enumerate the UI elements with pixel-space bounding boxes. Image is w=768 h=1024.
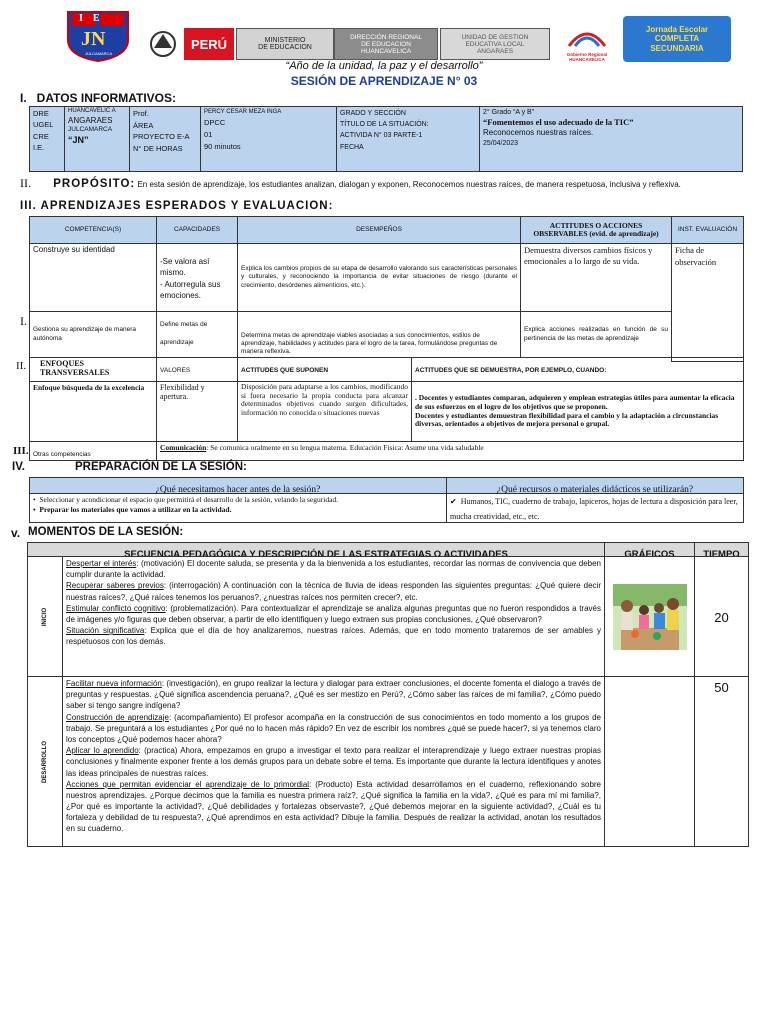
label-actividad: ACTIVIDA N° 03 PARTE-1	[340, 132, 423, 140]
jec-logo	[623, 16, 731, 62]
enfoque-name-text: Enfoque búsqueda de la excelencia	[33, 383, 145, 392]
th-secuencia-label: SECUENCIA PEDAGÓGICA Y DESCRIPCIÓN DE LAS ESTRATEGIAS O ACTIVIDADES	[124, 549, 508, 557]
r2-capacidades	[156, 311, 238, 358]
prep-q2	[446, 477, 744, 494]
peru-logo	[184, 28, 234, 60]
enfoque-demuestra-text: . Docentes y estudiantes comparan, adquieren y emplean estrategias útiles para aumentar la eficacia de sus esfuerzos en el logro de los objetivos que se proponen. Docentes y estudiantes demuestran flexibilidad para el cambio y la adaptación a circunstancias diversas, orientados a objetivos de mejora personal o grupal.	[415, 393, 735, 429]
desarrollo-content	[62, 676, 605, 847]
enfoques-supone-text: ACTITUDES QUE SUPONEN	[241, 367, 329, 374]
prep-q2-text: ¿Qué recursos o materiales didácticos se utilizarán?	[496, 485, 694, 494]
th-capacidades-label: CAPACIDADES	[173, 225, 221, 233]
check-icon: ✔	[450, 497, 461, 506]
otras-rest: : Se comunica oralmente en su lengua materna. Educación Física: Asume una vida saludable	[206, 443, 484, 452]
th-instrumento-label: INST. EVALUACIÓN	[677, 225, 738, 233]
r1-desempenos-text: Explica los cambios propios de su etapa de desarrollo valorando sus características personales y culturales, y reconociendo la importancia de evitar situaciones de riesgo (durante el crecimiento, desórdenes alimenticios, etc.).	[241, 265, 517, 289]
prep-q1-text: ¿Qué necesitamos hacer antes de la sesión?	[155, 485, 321, 494]
desarrollo-p2-text: : (acompañamiento) El profesor acompaña en la construcción de sus conocimientos en todo momento a los grupos de trabajo. Se preguntará a los estudiantes ¿Por qué no lo hacen más rápido? En vez de escribir los nombres ¿qué se puede hacer?, si ya tenemos claro los conceptos ¿Qué podemos hacer ahora?	[66, 712, 601, 744]
label-grado: GRADO Y SECCIÓN	[340, 110, 406, 117]
section2-num: II.	[20, 176, 31, 190]
r1-instrumento	[671, 243, 744, 362]
label-prof: Prof.	[133, 109, 149, 118]
desarrollo-label: DESARROLLO	[42, 740, 48, 783]
th-graficos-label: GRÁFICOS	[624, 549, 675, 557]
enfoque-name	[29, 381, 157, 442]
desarrollo-p2-title: Construcción de aprendizaje	[66, 712, 169, 722]
desarrollo-p3	[66, 745, 601, 779]
enfoque-demuestra	[411, 381, 744, 442]
page-title: SESIÓN DE APRENDIZAJE N° 03	[290, 74, 478, 88]
label-ugel: UGEL	[33, 120, 54, 130]
th-actitudes-label: ACTITUDES O ACCIONES OBSERVABLES (evid. de aprendizaje)	[533, 220, 659, 238]
datos-col4	[200, 106, 337, 172]
otras-label-text: Otras competencias	[33, 451, 91, 458]
value-ugel: ANGARAES	[68, 115, 113, 125]
label-titulo: TÍTULO DE LA SITUACIÓN:	[340, 121, 429, 129]
minedu-logo	[236, 28, 334, 60]
r1-capacidades-text: -Se valora así mismo. - Autorregula sus emociones.	[160, 257, 221, 300]
value-proyecto: 01	[204, 129, 213, 139]
section4-heading: PREPARACIÓN DE LA SESIÓN:	[75, 461, 247, 473]
minedu-logo-text: MINISTERIO DE EDUCACION	[258, 37, 312, 51]
inicio-p2	[66, 580, 601, 602]
inicio-p3	[66, 603, 601, 625]
value-ie: “JN”	[68, 134, 89, 145]
enfoques-label-text: ENFOQUES TRANSVERSALES	[40, 359, 110, 377]
enfoque-valor	[156, 381, 238, 442]
section2-text: En esta sesión de aprendizaje, los estudiantes analizan, dialogan y exponen, Reconocemos nuestras raíces, de manera respetuosa, inclusiva y reflexiva.	[137, 180, 681, 189]
r2-actitud-text: Explica acciones realizadas en función de su pertinencia de las metas de aprendizaje	[524, 326, 668, 342]
r1-actitud-text: Demuestra diversos cambios físicos y emocionales a lo largo de su vida.	[524, 245, 653, 267]
prep-resources	[446, 493, 744, 523]
prep-q1	[29, 477, 447, 494]
inicio-label-cell	[27, 556, 63, 677]
proposito-block	[20, 175, 744, 193]
r2-desempenos-text: Determina metas de aprendizaje viables asociadas a sus conocimientos, estilos de aprendizaje, habilidades y actitudes para el logro de la tarea, formulándose preguntas de manera reflexiva.	[241, 331, 498, 355]
ugel-logo	[440, 28, 550, 60]
prep-item-1: • Seleccionar y acondicionar el espacio que permitirá el desarrollo de la sesión, velando la seguridad.	[33, 495, 339, 504]
inicio-p3-text: : (problematización). Para contextualizar el aprendizaje se analiza algunas preguntas que no fueron respondidos a través de imágenes y/o figuras que deben observar, a partir de ello identifiquen y luego extraen sus propias conclusiones, ¿Qué observaron?	[66, 603, 601, 624]
otras-text	[156, 441, 744, 461]
enfoques-demuestra-text: ACTITUDES QUE SE DEMUESTRA, POR EJEMPLO, CUANDO:	[415, 367, 607, 374]
th-desempenos	[237, 216, 521, 244]
desarrollo-graphic-cell	[604, 676, 695, 847]
desarrollo-p1	[66, 678, 601, 712]
value-titulo: “Fomentemos el uso adecuado de la TIC”	[483, 117, 634, 128]
th-competencia	[29, 216, 157, 244]
enfoques-valores-header	[156, 357, 238, 382]
section5-heading: MOMENTOS DE LA SESIÓN:	[28, 526, 184, 538]
th-instrumento	[671, 216, 744, 244]
enfoques-label	[29, 357, 157, 382]
gobierno-regional-text: Gobierno Regional HUANCAVELICA	[566, 52, 608, 62]
th-tiempo	[694, 542, 749, 557]
desarrollo-time-cell	[694, 676, 749, 847]
th-secuencia	[27, 542, 605, 557]
section1-heading: I. DATOS INFORMATIVOS:	[20, 91, 176, 105]
value-fecha: 25/04/2023	[483, 139, 519, 147]
desarrollo-p2	[66, 712, 601, 746]
gobierno-regional-logo	[555, 26, 619, 62]
r1-instrumento-text: Ficha de observación	[675, 245, 717, 267]
section3-heading: III. APRENDIZAJES ESPERADOS Y EVALUACION:	[20, 200, 334, 212]
r1-capacidades	[156, 243, 238, 312]
inicio-p3-title: Estimular conflicto cognitivo	[66, 603, 166, 613]
year-motto: “Año de la unidad, la paz y el desarrollo”	[285, 60, 483, 72]
enfoques-demuestra-header	[411, 357, 744, 382]
datos-col6	[479, 106, 743, 172]
otras-num: III.	[13, 445, 29, 457]
r1-competencia-text: Construye su identidad	[33, 245, 115, 254]
desarrollo-p3-text: : (practica) Ahora, empezamos en grupo a investigar el texto para realizar el interaprendizaje y luego extraer nuestras propias conclusiones y finalmente exponer frente a los demás grupos para un debate sobre el tema. Es importante que durante la lectura identifiques y anotes las ideas principales de nuestras raíces.	[66, 746, 601, 778]
r1-competencia	[29, 243, 157, 312]
datos-col3	[129, 106, 201, 172]
enfoque-supone-text: Disposición para adaptarse a los cambios, modificando si fuera necesario la propia conducta para alcanzar determinados objetivos cuando surgen dificultades, información no conocida o situaciones nuevas	[241, 382, 408, 417]
r1-actitud	[520, 243, 672, 312]
value-grado: 2° Grado “A y B”	[483, 109, 535, 116]
section2-heading: PROPÓSITO:	[53, 178, 136, 190]
r2-competencia-text: Gestiona su aprendizaje de manera autónoma	[33, 326, 136, 342]
inicio-p2-title: Recuperar saberes previos	[66, 581, 164, 591]
r1-desempenos	[237, 243, 521, 312]
school-shield-logo	[66, 10, 130, 62]
value-horas: 90 minutos	[204, 141, 241, 151]
jec-logo-text: Jornada Escolar COMPLETA SECUNDARIA	[645, 25, 709, 53]
inicio-p2-text: : (interrogación) A continuación con la técnica de lluvia de ideas responden las siguientes preguntas: ¿Qué quiere decir nuestras raíces?, ¿Qué raíces tenemos los peruanos?, ¿nuestras raíces nos permiten crecer?, etc.	[66, 581, 601, 602]
enfoque-supone	[237, 381, 412, 442]
inicio-time-cell	[694, 556, 749, 677]
inicio-time: 20	[714, 610, 729, 625]
value-area: DPCC	[204, 118, 226, 128]
label-proyecto: PROYECTO E-A	[133, 132, 190, 142]
value-actividad: Reconocemos nuestras raíces.	[483, 128, 594, 138]
desarrollo-p1-text: : (investigación), en grupo realizar la lectura y dialogar para extraer conclusiones, el docente fomenta el dialogo a través de preguntas y respuestas. ¿Qué significa ascendencia peruana?, ¿Qué es ser mestizo en Perú?, ¿Cómo saber las raíces de mi familia?, ¿Cómo puedo saber si tengo sangre indígena?	[66, 679, 601, 711]
desarrollo-p3-title: Aplicar lo aprendido	[66, 746, 139, 756]
r2-capacidades-text: Define metas de aprendizaje	[160, 321, 208, 346]
enfoques-supone-header	[237, 357, 412, 382]
desarrollo-p1-title: Facilitar nueva información	[66, 679, 162, 688]
otras-label	[29, 441, 157, 461]
dre-logo-text: DIRECCIÓN REGIONAL DE EDUCACION HUANCAVELICA	[350, 33, 422, 55]
family-photo-image	[613, 584, 687, 650]
shield-top-text: I E	[79, 13, 100, 24]
desarrollo-time: 50	[714, 680, 729, 695]
label-ie: I.E.	[33, 142, 45, 152]
r2-desempenos	[237, 311, 521, 358]
th-tiempo-label: TIEMPO	[703, 549, 740, 557]
section5-num: v.	[11, 526, 21, 540]
otras-bold: Comunicación	[160, 443, 207, 452]
value-prof: PERCY CESAR MEZA INGA	[204, 109, 282, 115]
label-cre: CRE	[33, 131, 49, 141]
prep-item-1-text: Seleccionar y acondicionar el espacio que permitirá el desarrollo de la sesión, velando la seguridad.	[39, 495, 339, 504]
label-dre: DRE	[33, 109, 49, 118]
shield-text: JN	[81, 28, 106, 50]
th-competencia-label: COMPETENCIA(S)	[64, 225, 122, 233]
section4-num: IV.	[12, 461, 26, 473]
datos-col2	[64, 106, 130, 172]
label-horas: N° DE HORAS	[133, 143, 183, 153]
th-actitudes	[520, 216, 672, 244]
inicio-p1-title: Despertar el interés	[66, 559, 137, 568]
ugel-logo-text: UNIDAD DE GESTION EDUCATIVA LOCAL ANGARAES	[461, 33, 529, 55]
enfoques-valores-text: VALORES	[160, 367, 191, 374]
inicio-p1-text: : (motivación) El docente saluda, se presenta y da la bienvenida a los estudiantes, recordar las normas de convivencia que deben cumplir durante la actividad.	[66, 559, 601, 580]
r2-competencia	[29, 311, 157, 358]
inicio-graphic-cell	[604, 556, 695, 677]
enfoque-valor-text: Flexibilidad y apertura.	[160, 383, 205, 401]
desarrollo-p4-text: : (Producto) Esta actividad desarrollamos en el cuaderno, reflexionando sobre nuestros aprendizajes. ¿Porque decimos que la familia es nuestra primera raíz?, ¿Qué significa la familia en la vida?, ¿Qué es para mí mi familia?, ¿Por qué es importante la actividad?, ¿Qué debilidades y fortalezas observaste?, ¿Qué debemos mejorar en la siguiente actividad?, ¿Cuál es tu fortaleza y debilidad de tu respuesta?, ¿Qué aprendimos en esta actividad? Dibuje la familia. Después de realizar la actividad, anotan los resultados en su cuaderno.	[66, 779, 602, 834]
value-dre: HUANCAVELIC A	[68, 108, 116, 114]
th-capacidades	[156, 216, 238, 244]
desarrollo-p4-title: Acciones que permitan evidenciar el aprendizaje de lo primordial	[66, 779, 310, 789]
prep-item-2: • Preparar los materiales que vamos a utilizar en la actividad.	[33, 504, 232, 514]
inicio-p1	[66, 558, 601, 580]
prep-resources-text: Humanos, TIC, cuaderno de trabajo, lapiceros, hojas de lectura a disposición para leer, mucha creatividad, etc., etc.	[450, 497, 738, 521]
national-emblem-logo	[144, 28, 182, 60]
desarrollo-p4	[66, 779, 601, 835]
enfoques-num: II.	[16, 360, 27, 372]
inicio-p4	[66, 625, 601, 647]
dre-logo	[334, 28, 438, 60]
datos-col1	[29, 106, 65, 172]
value-cre: JULCAMARCA	[68, 126, 113, 134]
inicio-label: INICIO	[42, 607, 48, 626]
desarrollo-label-cell	[27, 676, 63, 847]
shield-subtext: JULCAMARCA	[85, 51, 113, 56]
th-desempenos-label: DESEMPEÑOS	[356, 225, 402, 233]
peru-logo-text: PERÚ	[190, 36, 228, 52]
inicio-p4-text: : Explica que el día de hoy analizaremos, nuestras raíces. Además, que en todo momento trataremos de ser amables y respetuosos con los demás.	[66, 626, 601, 647]
inicio-content	[62, 556, 605, 677]
th-graficos	[604, 542, 695, 557]
prep-items	[29, 493, 447, 523]
prep-item-2-text: Preparar los materiales que vamos a utilizar en la actividad.	[39, 504, 232, 514]
inicio-p4-title: Situación significativa	[66, 626, 145, 636]
label-fecha: FECHA	[340, 143, 364, 151]
label-area: ÁREA	[133, 120, 154, 130]
datos-col5	[336, 106, 480, 172]
r2-actitud	[520, 311, 672, 358]
row2-num: I.	[20, 314, 27, 328]
